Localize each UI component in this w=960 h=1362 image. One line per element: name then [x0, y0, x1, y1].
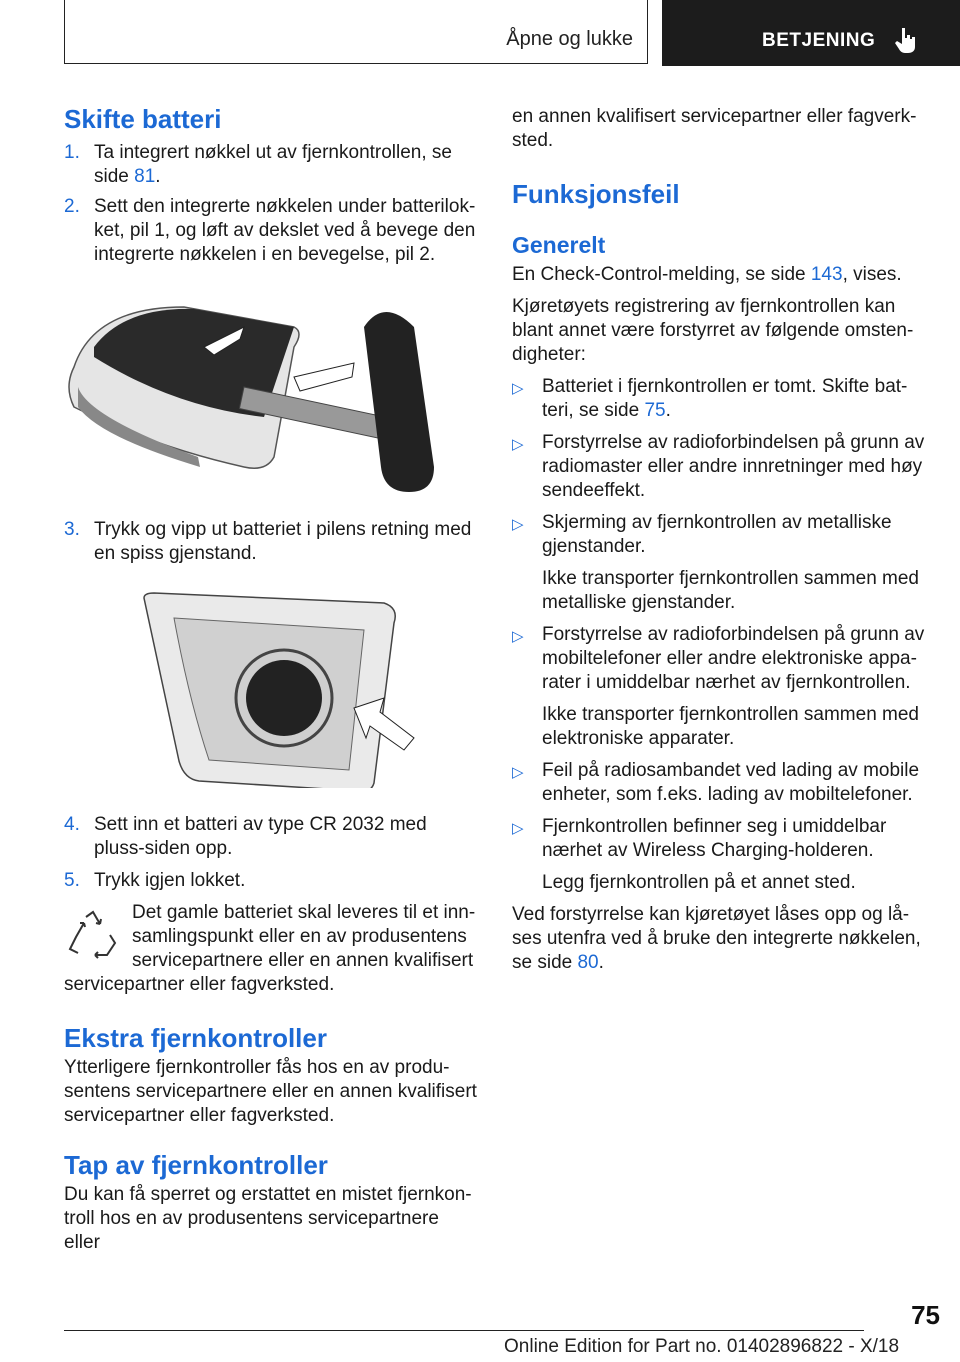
page-link[interactable]: 75: [644, 400, 666, 421]
header-chapter-box: [662, 0, 960, 66]
check-control-text: En Check-Control-melding, se side 143, vises.: [512, 264, 902, 285]
step-text: Trykk igjen lokket.: [94, 870, 246, 891]
header-section-title: Åpne og lukke: [506, 28, 633, 50]
recycle-note: [64, 901, 480, 997]
bullet-wireless-note: Legg fjernkontrollen på et annet sted.: [542, 872, 856, 893]
heading-fault: Funksjonsfeil: [512, 179, 680, 209]
header-section-box: [64, 0, 648, 64]
step-number: 4.: [64, 814, 80, 835]
footer-divider: [64, 1330, 864, 1331]
recycle-note-text: Det gamle batteriet skal leveres til et inn‐samlingspunkt eller en av produsentens servicepartnere eller en annen kvalifisert servicepartner eller fagverksted.: [64, 902, 476, 995]
intro-text: Kjøretøyets registrering av fjernkontrollen kan blant annet være forstyrret av følgende omsten‐digheter:: [512, 296, 914, 365]
page-link[interactable]: 80: [577, 952, 599, 973]
step-text-end: .: [155, 166, 161, 187]
loss-text: Du kan få sperret og erstattet en mistet fjernkon‐troll hos en av produsentens servicepartnere eller: [64, 1184, 472, 1253]
bullet-battery: ▷ Batteriet i fjernkontrollen er tomt. Skifte bat‐teri, se side 75.: [512, 376, 908, 421]
step-number: 3.: [64, 519, 80, 540]
bullet-triangle-icon: ▷: [512, 764, 524, 781]
step-text: Ta integrert nøkkel ut av fjernkontrollen, se side: [94, 142, 453, 187]
page-link[interactable]: 81: [134, 166, 156, 187]
left-column: [64, 104, 480, 1255]
step-5: [64, 869, 480, 893]
bullet-triangle-icon: ▷: [512, 380, 524, 397]
bullet-shielding-note: Ikke transporter fjernkontrollen sammen med metalliske gjenstander.: [542, 568, 919, 613]
bullet-mobile-phones: ▷ Forstyrrelse av radioforbindelsen på grunn av mobiltelefoner eller andre elektroniske appa‐rater i umiddelbar nærhet av fjernkontrollen.: [512, 624, 925, 693]
bullet-mobile-note: Ikke transporter fjernkontrollen sammen med elektroniske apparater.: [542, 704, 919, 749]
heading-loss: Tap av fjernkontroller: [64, 1150, 328, 1180]
step-4: [64, 813, 480, 861]
continued-text: en annen kvalifisert servicepartner eller fagverk‐sted.: [512, 106, 917, 151]
bullet-radio-masts: ▷ Forstyrrelse av radioforbindelsen på grunn av radiomaster eller andre innretninger med høy sendeeffekt.: [512, 432, 925, 501]
bullet-wireless-charging: ▷ Fjernkontrollen befinner seg i umiddelbar nærhet av Wireless Charging-holderen.: [512, 816, 887, 861]
step-text: Sett den integrerte nøkkelen under batterilok‐ket, pil 1, og løft av dekslet ved å bevege den integrerte nøkkelen i en bevegelse, pil 2.: [94, 196, 476, 265]
heading-general: Generelt: [512, 232, 606, 258]
bullet-charging: ▷ Feil på radiosambandet ved lading av mobile enheter, som f.eks. lading av mobiltelefoner.: [512, 760, 920, 805]
heading-battery: Skifte batteri: [64, 104, 222, 134]
page-link[interactable]: 143: [810, 264, 843, 285]
bullet-shielding: ▷ Skjerming av fjernkontrollen av metalliske gjenstander.: [512, 512, 892, 557]
extra-text: Ytterligere fjernkontroller fås hos en av produ‐sentens servicepartnere eller en annen kvalifisert servicepartner eller fagverksted.: [64, 1057, 477, 1126]
step-text: Trykk og vipp ut batteriet i pilens retning med en spiss gjenstand.: [94, 519, 472, 564]
bullet-triangle-icon: ▷: [512, 516, 524, 533]
closing-text: Ved forstyrrelse kan kjøretøyet låses opp og lå‐ses utenfra ved å bruke den integrerte nøkkelen, se side 80.: [512, 904, 921, 973]
recycle-icon: [66, 907, 120, 961]
footer-edition: Online Edition for Part no. 01402896822 - X/18: [504, 1336, 900, 1357]
page-number: 75: [911, 1300, 940, 1330]
battery-illustration: [134, 588, 434, 788]
right-column: [512, 105, 926, 975]
step-number: 5.: [64, 870, 80, 891]
step-1: [64, 141, 480, 189]
step-3: [64, 518, 480, 566]
bullet-triangle-icon: ▷: [512, 436, 524, 453]
heading-extra: Ekstra fjernkontroller: [64, 1023, 327, 1053]
header-chapter-title: BETJENING: [762, 30, 876, 51]
step-number: 2.: [64, 196, 80, 217]
step-text: Sett inn et batteri av type CR 2032 med pluss-siden opp.: [94, 814, 427, 859]
bullet-triangle-icon: ▷: [512, 820, 524, 837]
bullet-triangle-icon: ▷: [512, 628, 524, 645]
step-2: [64, 195, 480, 267]
hand-pointer-icon: [894, 26, 918, 54]
key-illustration: [64, 297, 464, 497]
step-number: 1.: [64, 142, 80, 163]
